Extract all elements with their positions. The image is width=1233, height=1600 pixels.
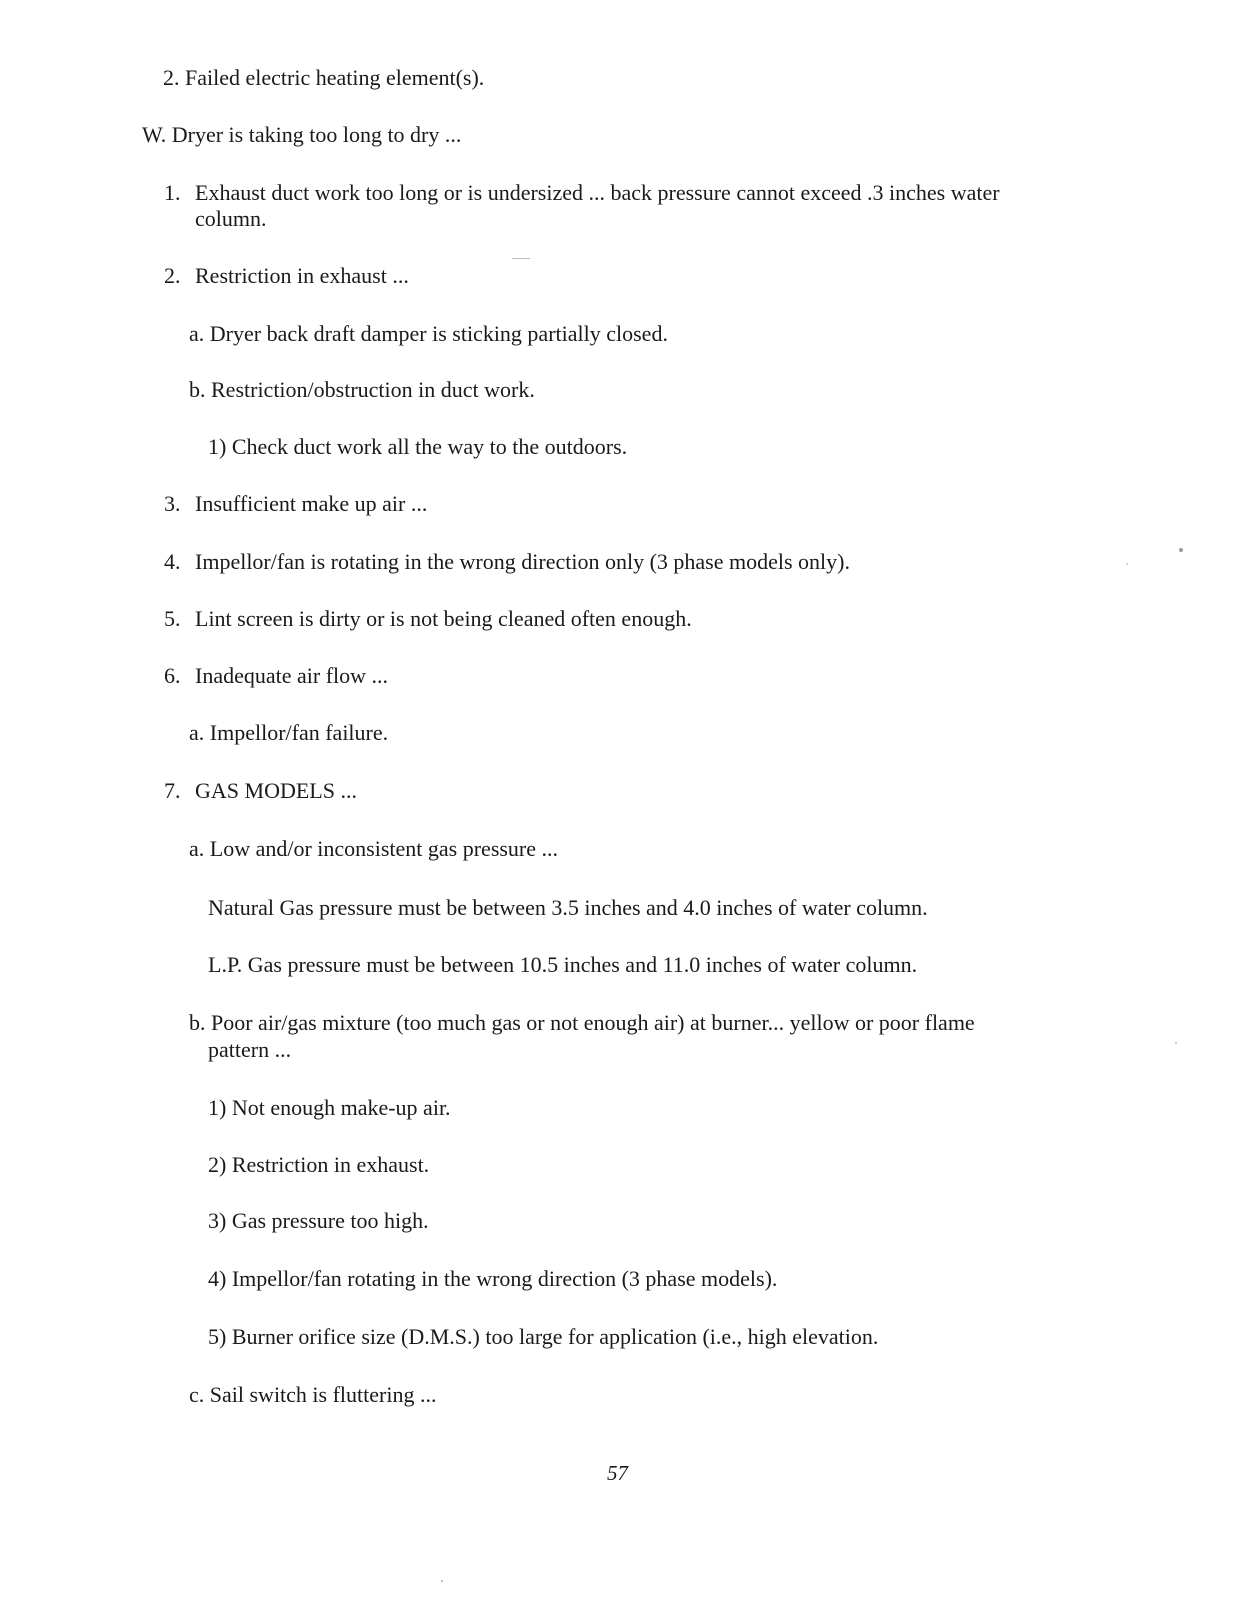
item-text: Failed electric heating element(s). — [185, 65, 485, 90]
list-item — [208, 1094, 451, 1121]
item-marker: a. — [189, 836, 205, 861]
section-letter: W. — [142, 122, 167, 147]
item-marker: 2. — [163, 65, 180, 90]
section-heading — [142, 121, 461, 148]
list-item — [164, 662, 388, 689]
item-text: Burner orifice size (D.M.S.) too large for application (i.e., high elevation. — [231, 1324, 879, 1349]
item-text-continuation: pattern ... — [208, 1037, 292, 1062]
item-marker: 5) — [208, 1324, 227, 1349]
item-marker: 3. — [164, 491, 181, 516]
list-item — [208, 1323, 878, 1350]
item-marker: 5. — [164, 606, 181, 631]
list-item — [208, 433, 627, 460]
item-text: Check duct work all the way to the outdoors. — [231, 434, 628, 459]
item-text: Impellor/fan rotating in the wrong direction (3 phase models). — [231, 1266, 778, 1291]
page-number: 57 — [607, 1461, 628, 1485]
item-text: Insufficient make up air ... — [195, 491, 428, 516]
item-text: Dryer back draft damper is sticking partially closed. — [209, 321, 668, 346]
item-marker: 2. — [164, 263, 181, 288]
item-marker: c. — [189, 1382, 205, 1407]
item-marker: 4) — [208, 1266, 227, 1291]
scan-speck — [1179, 548, 1183, 552]
item-text: Exhaust duct work too long or is undersized ... back pressure cannot exceed .3 inches water — [195, 180, 1000, 205]
item-text: Gas pressure too high. — [231, 1208, 429, 1233]
item-text: Sail switch is fluttering ... — [209, 1382, 437, 1407]
item-marker: 4. — [164, 549, 181, 574]
item-text: Lint screen is dirty or is not being cleaned often enough. — [195, 606, 692, 631]
list-item — [163, 64, 484, 91]
item-marker: 1. — [164, 180, 181, 205]
item-marker: 6. — [164, 663, 181, 688]
list-item — [189, 1381, 436, 1408]
list-item — [208, 1265, 777, 1292]
item-text: Poor air/gas mixture (too much gas or not enough air) at burner... yellow or poor flame — [211, 1010, 975, 1035]
item-marker: 3) — [208, 1208, 227, 1233]
list-item — [208, 1207, 429, 1234]
list-item — [164, 179, 1000, 206]
item-marker: a. — [189, 720, 205, 745]
item-marker: b. — [189, 1010, 206, 1035]
list-item — [189, 320, 668, 347]
list-item — [189, 376, 535, 403]
item-marker: 1) — [208, 434, 227, 459]
item-marker: b. — [189, 377, 206, 402]
section-title: Dryer is taking too long to dry ... — [171, 122, 462, 147]
list-item — [208, 1151, 429, 1178]
item-text: Low and/or inconsistent gas pressure ... — [209, 836, 559, 861]
item-text: Restriction/obstruction in duct work. — [211, 377, 535, 402]
scan-speck — [1175, 1042, 1177, 1044]
item-marker: 7. — [164, 778, 181, 803]
note-text: Natural Gas pressure must be between 3.5 inches and 4.0 inches of water column. — [208, 895, 928, 920]
item-marker: a. — [189, 321, 205, 346]
note-text: L.P. Gas pressure must be between 10.5 inches and 11.0 inches of water column. — [208, 952, 918, 977]
list-item — [164, 605, 692, 632]
list-item — [164, 548, 850, 575]
item-text-continuation: column. — [195, 206, 267, 231]
list-item — [189, 835, 558, 862]
list-item — [164, 777, 357, 804]
scan-speck — [441, 1580, 443, 1582]
scan-speck — [1126, 563, 1128, 565]
item-text: Impellor/fan is rotating in the wrong direction only (3 phase models only). — [195, 549, 850, 574]
item-marker: 2) — [208, 1152, 227, 1177]
item-text: GAS MODELS ... — [195, 778, 357, 803]
scan-mark — [512, 258, 530, 259]
list-item — [189, 719, 388, 746]
list-item — [189, 1009, 975, 1036]
item-text: Inadequate air flow ... — [195, 663, 389, 688]
item-marker: 1) — [208, 1095, 227, 1120]
item-text: Restriction in exhaust. — [231, 1152, 430, 1177]
item-text: Impellor/fan failure. — [209, 720, 389, 745]
list-item — [164, 262, 409, 289]
list-item — [164, 490, 427, 517]
item-text: Restriction in exhaust ... — [195, 263, 409, 288]
item-text: Not enough make-up air. — [231, 1095, 451, 1120]
